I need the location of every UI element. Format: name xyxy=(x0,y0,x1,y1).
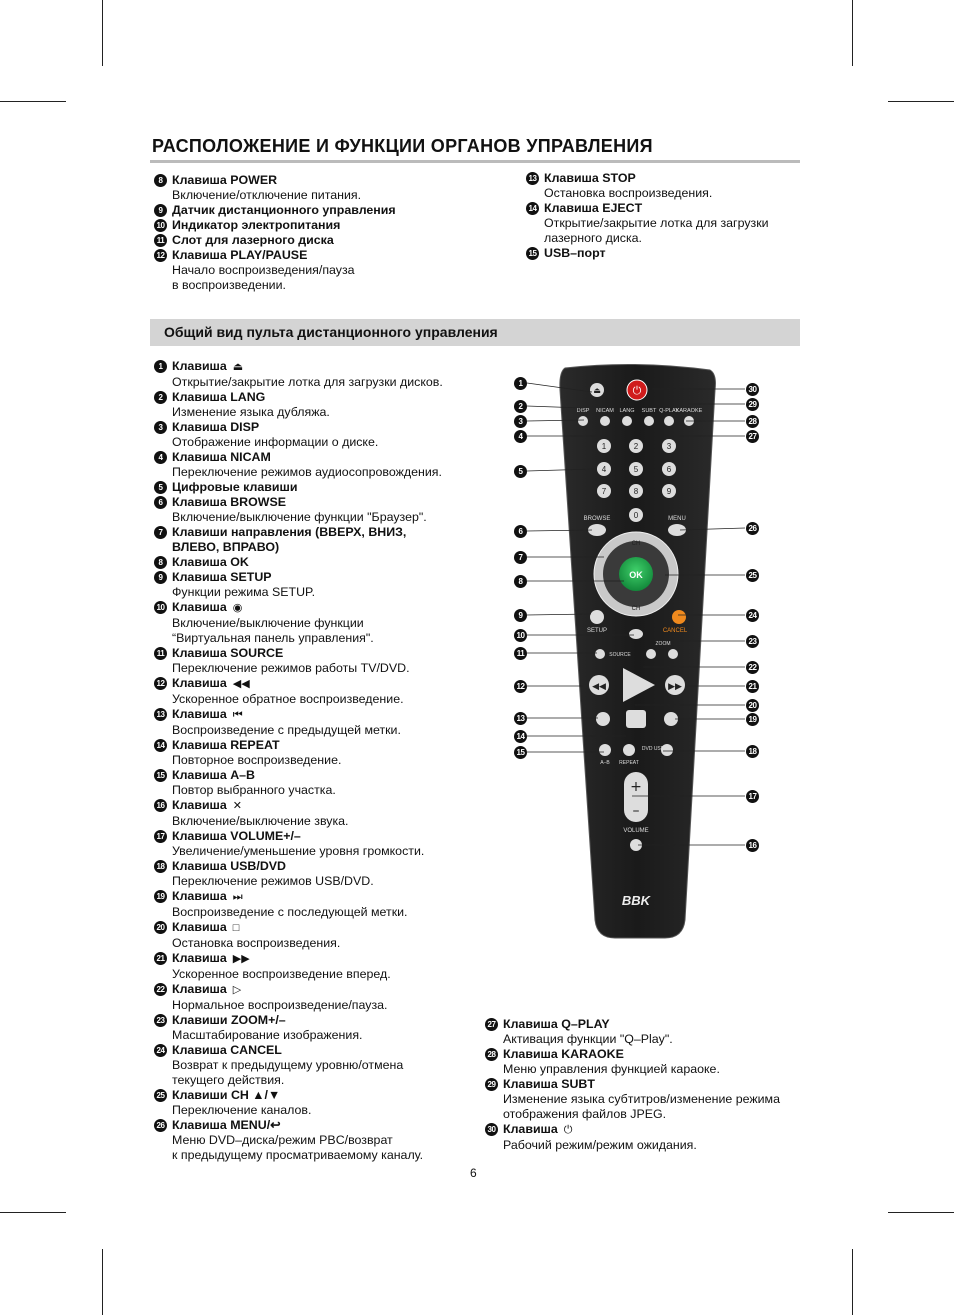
item-number-badge: 11 xyxy=(154,234,167,247)
item-description: Открытие/закрытие лотка для загрузки дисков. xyxy=(172,375,443,389)
callout-badge: 4 xyxy=(514,430,527,443)
item-number-badge: 20 xyxy=(154,921,167,934)
digit-key-label: 8 xyxy=(633,487,639,496)
callout-badge: 23 xyxy=(746,635,759,648)
ch-down-label: CH xyxy=(631,606,641,612)
callout-badge: 27 xyxy=(746,430,759,443)
item-number-badge: 28 xyxy=(485,1048,498,1061)
item-number-badge: 13 xyxy=(526,172,539,185)
callout-badge: 13 xyxy=(514,712,527,725)
item-heading: Клавиша USB/DVD xyxy=(172,859,286,873)
item-heading: Слот для лазерного диска xyxy=(172,233,334,247)
callout-badge: 3 xyxy=(514,415,527,428)
item-description: Активация функции "Q–Play". xyxy=(503,1032,673,1046)
item-heading: Клавиша LANG xyxy=(172,390,266,404)
callout-badge: 26 xyxy=(746,522,759,535)
key-icon: ▶▶ xyxy=(232,953,250,965)
item-number-badge: 16 xyxy=(154,799,167,812)
item-description: Начало воспроизведения/пауза в воспроизведении. xyxy=(172,263,355,292)
item-heading: Клавиша SUBT xyxy=(503,1077,595,1091)
item-number-badge: 27 xyxy=(485,1018,498,1031)
digit-key-label: 9 xyxy=(666,487,672,496)
item-heading: Клавиша VOLUME+/– xyxy=(172,829,301,843)
svg-text:▶▶: ▶▶ xyxy=(668,682,682,692)
item-heading: Клавиша PLAY/PAUSE xyxy=(172,248,308,262)
callout-badge: 16 xyxy=(746,839,759,852)
item-number-badge: 4 xyxy=(154,451,167,464)
item-heading: Клавиша REPEAT xyxy=(172,738,280,752)
callout-badge: 25 xyxy=(746,569,759,582)
callout-badge: 8 xyxy=(514,575,527,588)
lang-label: LANG xyxy=(619,408,635,414)
svg-text:+: + xyxy=(630,779,642,795)
subt-label: SUBT xyxy=(641,408,657,414)
callout-badge: 24 xyxy=(746,609,759,622)
item-number-badge: 10 xyxy=(154,219,167,232)
item-number-badge: 15 xyxy=(526,247,539,260)
item-number-badge: 1 xyxy=(154,360,167,373)
item-heading: Клавиша MENU/↩ xyxy=(172,1118,281,1132)
item-description: Остановка воспроизведения. xyxy=(544,186,713,200)
callout-badge: 9 xyxy=(514,609,527,622)
ab-label: A–B xyxy=(600,760,610,766)
item-number-badge: 25 xyxy=(154,1089,167,1102)
dvdusb-label: DVD USB xyxy=(641,746,665,752)
item-heading: Клавиша KARAOKE xyxy=(503,1047,624,1061)
item-number-badge: 23 xyxy=(154,1014,167,1027)
item-heading: Клавиши ZOOM+/– xyxy=(172,1013,286,1027)
item-description: Переключение режимов работы TV/DVD. xyxy=(172,661,410,675)
item-heading: Клавиша OK xyxy=(172,555,249,569)
callout-badge: 14 xyxy=(514,730,527,743)
callout-line xyxy=(527,469,594,471)
item-description: Включение/выключение звука. xyxy=(172,814,349,828)
item-heading: Клавиша A–B xyxy=(172,768,256,782)
item-heading: Клавиша ◀◀ xyxy=(172,676,250,690)
item-description: Воспроизведение с последующей метки. xyxy=(172,905,408,919)
callout-badge: 20 xyxy=(746,699,759,712)
browse-label: BROWSE xyxy=(583,516,611,522)
zoom-label: ZOOM xyxy=(655,641,671,647)
item-number-badge: 15 xyxy=(154,769,167,782)
item-heading: Клавиша STOP xyxy=(544,171,636,185)
item-number-badge: 2 xyxy=(154,391,167,404)
callout-badge: 19 xyxy=(746,713,759,726)
item-heading: Клавиша EJECT xyxy=(544,201,643,215)
key-icon: ✕ xyxy=(232,800,242,812)
key-icon: ⏏ xyxy=(232,361,244,373)
item-description: Масштабирование изображения. xyxy=(172,1028,363,1042)
key-icon: ⏮ xyxy=(232,709,243,721)
digit-key-label: 5 xyxy=(633,465,639,474)
item-description: Переключение режимов USB/DVD. xyxy=(172,874,374,888)
svg-text:⏻: ⏻ xyxy=(632,384,642,397)
item-heading: Клавиша SOURCE xyxy=(172,646,284,660)
callout-badge: 6 xyxy=(514,525,527,538)
item-heading: Клавиша CANCEL xyxy=(172,1043,282,1057)
ok-label: OK xyxy=(629,570,643,580)
disp-label: DISP xyxy=(576,408,590,414)
item-description: Ускоренное обратное воспроизведение. xyxy=(172,692,404,706)
page-number: 6 xyxy=(470,1166,477,1180)
item-number-badge: 3 xyxy=(154,421,167,434)
item-description: Включение/выключение функции "Браузер". xyxy=(172,510,427,524)
item-description: Возврат к предыдущему уровню/отмена текущего действия. xyxy=(172,1058,404,1087)
item-heading: Клавиша BROWSE xyxy=(172,495,286,509)
item-number-badge: 30 xyxy=(485,1123,498,1136)
item-heading: Клавиши направления (ВВЕРХ, ВНИЗ, ВЛЕВО, ВПРАВО) xyxy=(172,525,407,554)
key-icon: ▷ xyxy=(232,984,242,996)
menu-label: MENU xyxy=(668,516,686,522)
item-description: Переключение режимов аудиосопровождения. xyxy=(172,465,442,479)
item-heading: Клавиша ⏭ xyxy=(172,889,243,903)
item-heading: Клавиша ⏮ xyxy=(172,707,243,721)
callout-badge: 11 xyxy=(514,647,527,660)
item-heading: Индикатор электропитания xyxy=(172,218,341,232)
item-description: Изменение языка дубляжа. xyxy=(172,405,330,419)
key-icon: ◀◀ xyxy=(232,678,250,690)
item-description: Повторное воспроизведение. xyxy=(172,753,342,767)
source-label: SOURCE xyxy=(609,652,631,658)
item-number-badge: 14 xyxy=(154,739,167,752)
key-icon: ⏭ xyxy=(232,891,243,903)
brand-logo: BBK xyxy=(621,893,651,908)
item-number-badge: 11 xyxy=(154,647,167,660)
item-heading: USB–порт xyxy=(544,246,606,260)
item-number-badge: 9 xyxy=(154,571,167,584)
item-heading: Клавиша ◉ xyxy=(172,600,243,614)
repeat-label: REPEAT xyxy=(619,760,639,766)
digit-key-label: 3 xyxy=(666,442,672,451)
item-heading: Клавиша POWER xyxy=(172,173,278,187)
item-number-badge: 10 xyxy=(154,601,167,614)
callout-badge: 18 xyxy=(746,745,759,758)
item-heading: Цифровые клавиши xyxy=(172,480,298,494)
item-number-badge: 7 xyxy=(154,526,167,539)
item-number-badge: 13 xyxy=(154,708,167,721)
callout-badge: 12 xyxy=(514,680,527,693)
key-icon: ◉ xyxy=(232,602,243,614)
callout-badge: 17 xyxy=(746,790,759,803)
item-number-badge: 12 xyxy=(154,677,167,690)
item-number-badge: 5 xyxy=(154,481,167,494)
callout-line xyxy=(527,383,592,392)
callout-line xyxy=(527,420,584,421)
item-description: Меню DVD–диска/режим PBC/возврат к предыдущему просматриваемому каналу. xyxy=(172,1133,424,1162)
svg-text:⏏: ⏏ xyxy=(593,386,601,395)
item-number-badge: 9 xyxy=(154,204,167,217)
item-description: Включение/выключение функции “Виртуальная панель управления". xyxy=(172,616,374,645)
key-icon: ⏻ xyxy=(563,1124,573,1136)
nicam-label: NICAM xyxy=(596,408,614,414)
item-number-badge: 8 xyxy=(154,174,167,187)
ch-up-label: CH xyxy=(631,541,641,547)
item-description: Отображение информации о диске. xyxy=(172,435,379,449)
karaoke-label: KARAOKE xyxy=(675,408,703,414)
key-icon: □ xyxy=(232,922,240,934)
callout-badge: 2 xyxy=(514,400,527,413)
item-heading: Клавиша ⏻ xyxy=(503,1122,573,1136)
qplay-label: Q-PLAY xyxy=(659,408,679,414)
item-number-badge: 14 xyxy=(526,202,539,215)
callout-badge: 21 xyxy=(746,680,759,693)
digit-key-label: 7 xyxy=(601,487,607,496)
digit-key-label: 2 xyxy=(633,442,639,451)
item-description: Рабочий режим/режим ожидания. xyxy=(503,1138,697,1152)
item-heading: Датчик дистанционного управления xyxy=(172,203,396,217)
item-heading: Клавиша ▶▶ xyxy=(172,951,250,965)
callout-badge: 1 xyxy=(514,377,527,390)
callout-line xyxy=(527,530,592,531)
callout-badge: 29 xyxy=(746,398,759,411)
callout-badge: 28 xyxy=(746,415,759,428)
item-number-badge: 24 xyxy=(154,1044,167,1057)
item-description: Переключение каналов. xyxy=(172,1103,312,1117)
item-number-badge: 26 xyxy=(154,1119,167,1132)
item-heading: Клавиша NICAM xyxy=(172,450,271,464)
item-description: Увеличение/уменьшение уровня громкости. xyxy=(172,844,425,858)
item-description: Нормальное воспроизведение/пауза. xyxy=(172,998,388,1012)
item-heading: Клавиша ⏏ xyxy=(172,359,244,373)
section-title: Общий вид пульта дистанционного управления xyxy=(164,324,498,340)
callout-badge: 30 xyxy=(746,383,759,396)
digit-key-label: 1 xyxy=(601,442,607,451)
item-number-badge: 21 xyxy=(154,952,167,965)
item-heading: Клавиша ▷ xyxy=(172,982,242,996)
item-heading: Клавиша DISP xyxy=(172,420,260,434)
item-heading: Клавиша Q–PLAY xyxy=(503,1017,610,1031)
callout-badge: 22 xyxy=(746,661,759,674)
callout-line xyxy=(680,528,745,530)
digit-key-label: 6 xyxy=(666,465,672,474)
item-heading: Клавиши CH ▲/▼ xyxy=(172,1088,281,1102)
callout-badge: 10 xyxy=(514,629,527,642)
item-heading: Клавиша ✕ xyxy=(172,798,242,812)
item-number-badge: 22 xyxy=(154,983,167,996)
digit-key-label: 0 xyxy=(633,511,639,520)
callout-badge: 15 xyxy=(514,746,527,759)
item-description: Ускоренное воспроизведение вперед. xyxy=(172,967,391,981)
svg-text:◀◀: ◀◀ xyxy=(592,682,606,692)
callout-line xyxy=(527,614,591,615)
item-description: Включение/отключение питания. xyxy=(172,188,362,202)
item-description: Меню управления функцией караоке. xyxy=(503,1062,720,1076)
item-description: Остановка воспроизведения. xyxy=(172,936,341,950)
item-description: Изменение языка субтитров/изменение режима отображения файлов JPEG. xyxy=(503,1092,780,1121)
digit-key-label: 4 xyxy=(601,465,607,474)
item-number-badge: 6 xyxy=(154,496,167,509)
callout-line xyxy=(527,406,583,408)
callout-badge: 7 xyxy=(514,551,527,564)
item-description: Открытие/закрытие лотка для загрузки лазерного диска. xyxy=(544,216,769,245)
item-heading: Клавиша SETUP xyxy=(172,570,272,584)
item-number-badge: 17 xyxy=(154,830,167,843)
item-number-badge: 29 xyxy=(485,1078,498,1091)
callout-badge: 5 xyxy=(514,465,527,478)
item-number-badge: 18 xyxy=(154,860,167,873)
volume-label: VOLUME xyxy=(623,828,649,834)
item-description: Повтор выбранного участка. xyxy=(172,783,336,797)
item-number-badge: 12 xyxy=(154,249,167,262)
cancel-label: CANCEL xyxy=(662,628,688,634)
item-number-badge: 8 xyxy=(154,556,167,569)
item-description: Функции режима SETUP. xyxy=(172,585,316,599)
page-title: РАСПОЛОЖЕНИЕ И ФУНКЦИИ ОРГАНОВ УПРАВЛЕНИЯ xyxy=(152,136,653,156)
item-number-badge: 19 xyxy=(154,890,167,903)
svg-text:–: – xyxy=(632,803,640,819)
item-heading: Клавиша □ xyxy=(172,920,240,934)
item-description: Воспроизведение с предыдущей метки. xyxy=(172,723,401,737)
setup-label: SETUP xyxy=(586,628,608,634)
